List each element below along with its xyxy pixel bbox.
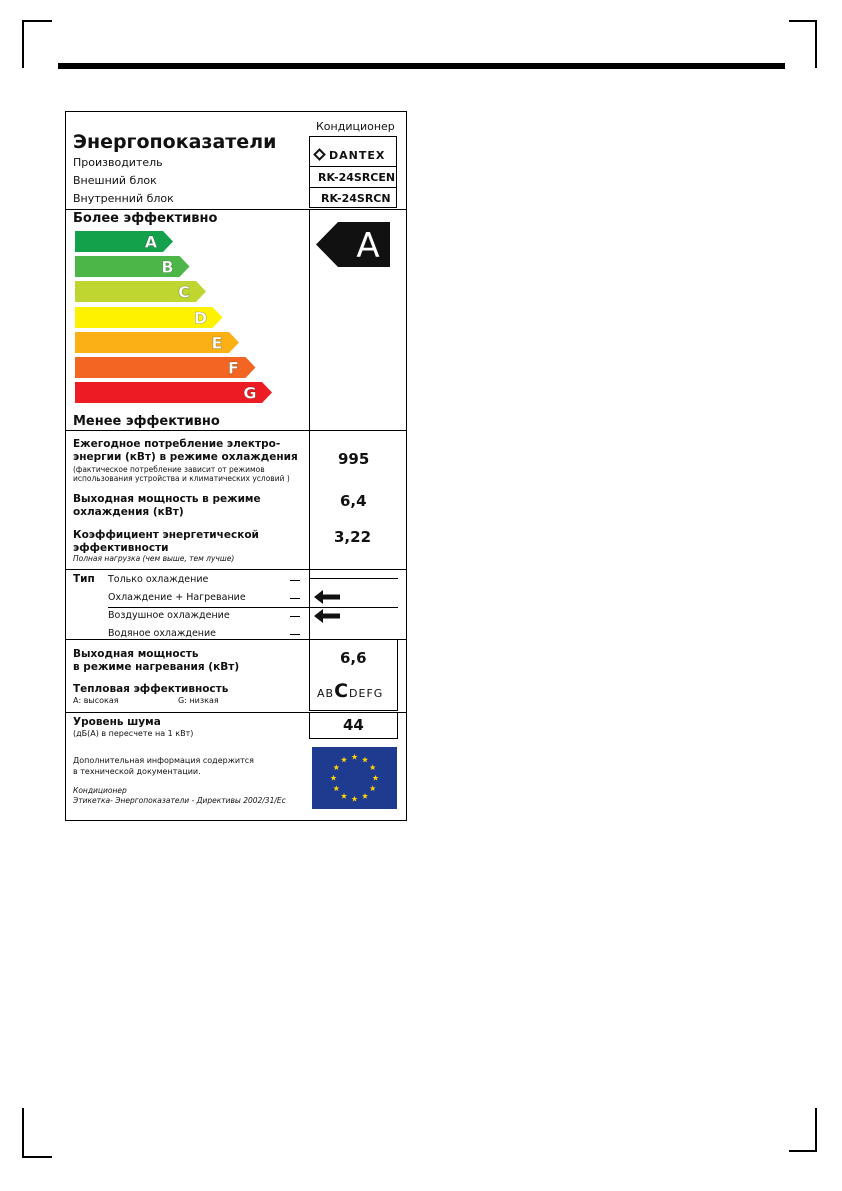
brand-logo: DANTEX xyxy=(315,149,385,162)
cooling-output-label-2: охлаждения (кВт) xyxy=(73,506,184,518)
type-dash-4 xyxy=(290,634,300,635)
footer-line-2: Этикетка- Энергопоказатели - Директивы 2002/31/Ec xyxy=(73,796,286,805)
crop-mark-br-v xyxy=(815,1108,817,1152)
heating-eff-selected: C xyxy=(334,680,350,702)
crop-mark-bl-h xyxy=(22,1156,52,1158)
crop-mark-tr-v xyxy=(815,20,817,68)
type-dash-3 xyxy=(290,616,300,617)
outdoor-unit-label: Внешний блок xyxy=(73,174,157,187)
efficiency-bar-label: G xyxy=(243,383,257,403)
heating-eff-low: G: низкая xyxy=(178,696,219,705)
efficiency-bar-label: B xyxy=(161,257,174,277)
crop-mark-bl-v xyxy=(22,1108,24,1158)
noise-note: (дБ(А) в пересчете на 1 кВт) xyxy=(73,729,194,738)
selected-arrow-icon xyxy=(314,590,340,604)
efficiency-bar-a xyxy=(75,231,175,252)
selected-arrow-icon xyxy=(314,609,340,623)
annual-consumption-note-2: использования устройства и климатических условий ) xyxy=(73,474,290,483)
type-dash-1 xyxy=(290,580,300,581)
type-option-air-cooling: Воздушное охлаждение xyxy=(108,610,230,621)
header-rule xyxy=(58,63,785,69)
efficiency-bar-label: C xyxy=(178,282,190,302)
noise-value: 44 xyxy=(343,716,364,734)
brand-diamond-icon xyxy=(313,148,326,161)
crop-mark-br-h xyxy=(789,1150,817,1152)
indoor-model: RK-24SRCN xyxy=(321,192,391,205)
annual-consumption-label-1: Ежегодное потребление электро- xyxy=(73,438,281,450)
annual-consumption-note-1: (фактическое потребление зависит от режимов xyxy=(73,465,265,474)
rating-class: A xyxy=(356,226,380,266)
crop-mark-tr-h xyxy=(789,20,817,22)
cooling-output-value: 6,4 xyxy=(340,492,367,510)
eer-note: Полная нагрузка (чем выше, тем лучше) xyxy=(73,554,235,563)
efficiency-bar-f xyxy=(75,357,258,378)
heating-output-label-1: Выходная мощность xyxy=(73,648,199,660)
efficiency-bar-g xyxy=(75,382,274,403)
crop-mark-tl-v xyxy=(22,20,24,68)
device-type: Кондиционер xyxy=(316,120,395,133)
rating-arrow xyxy=(316,222,390,267)
noise-label: Уровень шума xyxy=(73,716,161,728)
eer-value: 3,22 xyxy=(334,528,372,546)
efficiency-bar-label: F xyxy=(228,358,239,378)
efficiency-bar-label: D xyxy=(193,308,208,328)
eer-label-2: эффективности xyxy=(73,542,169,554)
label-title: Энергопоказатели xyxy=(73,131,277,153)
less-efficient-label: Менее эффективно xyxy=(73,414,220,429)
type-dash-2 xyxy=(290,598,300,599)
type-label: Тип xyxy=(73,573,95,585)
efficiency-bar-label: A xyxy=(144,232,158,252)
annual-consumption-value: 995 xyxy=(338,450,370,468)
type-option-water-cooling: Водяное охлаждение xyxy=(108,628,217,639)
eu-flag-icon xyxy=(312,747,397,809)
type-option-cooling-only: Только охлаждение xyxy=(108,574,209,585)
heating-eff-label: Тепловая эффективность xyxy=(73,683,229,695)
heating-output-value: 6,6 xyxy=(340,649,367,667)
info-line-1: Дополнительная информация содержится xyxy=(73,756,254,765)
heating-eff-scale: ABCDEFG xyxy=(317,680,384,702)
efficiency-bar-c xyxy=(75,281,208,302)
manufacturer-label: Производитель xyxy=(73,156,163,169)
efficiency-bar-d xyxy=(75,307,225,328)
indoor-unit-label: Внутренний блок xyxy=(73,192,174,205)
type-option-cooling-heating: Охлаждение + Нагревание xyxy=(108,592,246,603)
eer-label-1: Коэффициент энергетической xyxy=(73,529,259,541)
info-line-2: в технической документации. xyxy=(73,767,201,776)
efficiency-bar-b xyxy=(75,256,192,277)
crop-mark-tl-h xyxy=(22,20,52,22)
more-efficient-label: Более эффективно xyxy=(73,211,218,226)
annual-consumption-label-2: энергии (кВт) в режиме охлаждения xyxy=(73,451,298,463)
heating-output-label-2: в режиме нагревания (кВт) xyxy=(73,661,240,673)
efficiency-bar-e xyxy=(75,332,241,353)
cooling-output-label-1: Выходная мощность в режиме xyxy=(73,493,261,505)
heating-eff-high: А: высокая xyxy=(73,696,119,705)
outdoor-model: RK-24SRCEN xyxy=(318,171,396,184)
energy-label xyxy=(65,111,407,821)
footer-line-1: Кондиционер xyxy=(73,786,127,795)
efficiency-bar-label: E xyxy=(211,333,223,353)
